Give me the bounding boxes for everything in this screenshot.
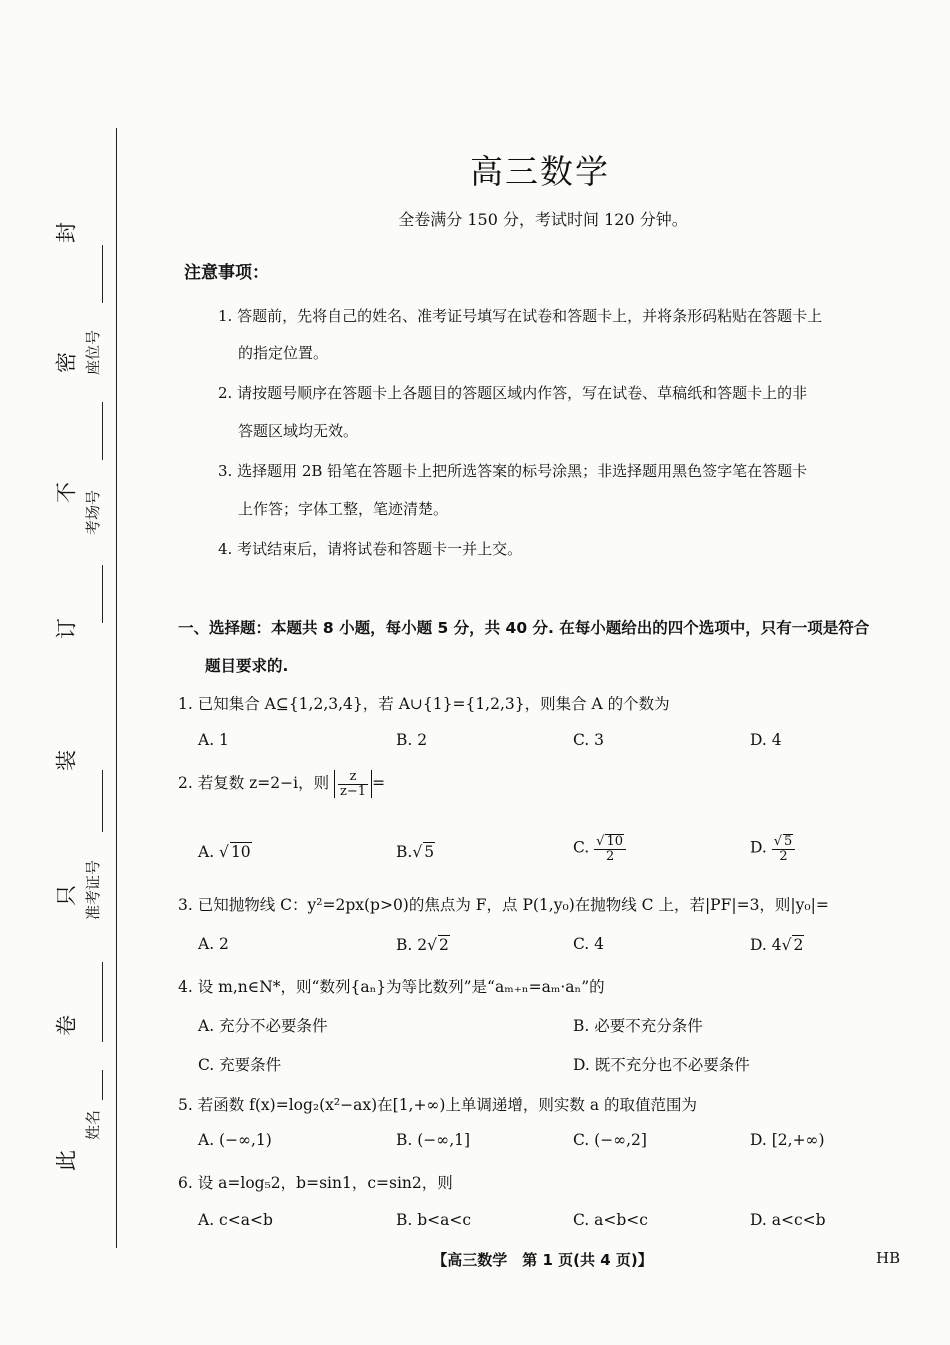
q2-label-c: C. [573,838,590,857]
q2-frac-den: z−1 [340,783,367,799]
q4-option-c: C. 充要条件 [198,1056,282,1074]
q6-option-c: C. a<b<c [573,1211,648,1229]
field-underline [102,962,103,1042]
section-heading: 一、选择题：本题共 8 小题，每小题 5 分，共 40 分. 在每小题给出的四个选项中，只有一项是符合 [178,619,870,637]
q6-option-a: A. c<a<b [198,1211,273,1229]
q5-option-c: C. (−∞,2] [573,1131,647,1149]
seal-char: 卷 [54,1015,79,1036]
q2-radicand-d: 5 [784,834,793,849]
seal-char: 装 [54,750,79,771]
seal-char: 只 [54,885,79,906]
q2-abs-value [334,770,372,798]
footer-code: HB [876,1249,901,1267]
seat-number-label: 座位号 [84,329,102,375]
q1-option-c: C. 3 [573,731,605,749]
exam-room-label: 考场号 [84,489,102,535]
q2-label-a: A. [198,843,215,861]
q2-fraction [338,770,368,798]
q3-option-d: D. 4√ 2 [750,936,804,954]
binding-margin-rule [116,128,117,1248]
note-line: 2. 请按题号顺序在答题卡上各题目的答题区域内作答，写在试卷、草稿纸和答题卡上的非 [218,384,808,402]
seal-char: 订 [54,618,79,639]
section-heading-cont: 题目要求的. [205,657,289,675]
q3-option-a: A. 2 [198,935,229,953]
question-5-stem: 5. 若函数 f(x)=log₂(x²−ax)在[1,+∞)上单调递增，则实数 a 的取值范围为 [178,1096,698,1114]
note-line: 3. 选择题用 2B 铅笔在答题卡上把所选答案的标号涂黑；非选择题用黑色签字笔在答题卡 [218,462,808,480]
q1-option-a: A. 1 [198,731,229,749]
seal-char: 不 [54,482,79,503]
note-line: 4. 考试结束后，请将试卷和答题卡一并上交。 [218,540,523,558]
q1-option-b: B. 2 [396,731,428,749]
question-3-stem: 3. 已知抛物线 C：y²=2px(p>0)的焦点为 F，点 P(1,y₀)在抛物线 C 上，若|PF|=3，则|y₀|= [178,896,829,914]
note-line: 答题区域均无效。 [238,422,359,440]
q3-option-b: B. 2√ 2 [396,936,449,954]
name-label: 姓名 [84,1109,102,1140]
question-6-stem: 6. 设 a=log₅2，b=sin1，c=sin2，则 [178,1174,453,1192]
field-underline [102,565,103,623]
q2-label-d: D. [750,838,767,857]
q2-option-a: A. √ 10 [198,843,251,861]
q5-option-b: B. (−∞,1] [396,1131,471,1149]
question-2-stem [178,770,385,798]
seal-char: 密 [54,352,79,373]
q2-label-b: B. [396,843,413,861]
q1-option-d: D. 4 [750,731,782,749]
q4-option-a: A. 充分不必要条件 [198,1017,328,1035]
q2-c-fraction [594,834,626,863]
question-4-stem: 4. 设 m,n∈N*，则“数列{aₙ}为等比数列”是“aₘ₊ₙ=aₘ·aₙ”的 [178,978,605,996]
note-line: 1. 答题前，先将自己的姓名、准考证号填写在试卷和答题卡上，并将条形码粘贴在答题卡上 [218,307,823,325]
exam-title: 高三数学 [470,152,610,191]
q2-option-b: B.√ 5 [396,843,435,861]
q2-d-num: √ 5 [772,834,796,850]
q3-option-b-text: B. 2 [396,936,428,954]
q5-option-a: A. (−∞,1) [198,1131,272,1149]
notes-heading: 注意事项： [184,263,269,283]
page-footer: 【高三数学 第 1 页(共 4 页)】 [432,1251,653,1269]
q2-d-fraction [772,834,796,863]
q2-c-den: 2 [605,848,615,864]
q2-tail: = [372,774,386,793]
q3-radicand-b: 2 [439,936,449,954]
q2-frac-num: z [338,770,368,785]
question-1-stem: 1. 已知集合 A⊆{1,2,3,4}，若 A∪{1}={1,2,3}，则集合 A 的个数为 [178,695,670,713]
note-line: 的指定位置。 [238,344,329,362]
q2-option-d [750,834,795,863]
q2-d-den: 2 [779,848,788,864]
q2-stem-text: 2. 若复数 z=2−i，则 [178,774,330,793]
note-line: 上作答；字体工整，笔迹清楚。 [238,500,449,518]
q2-radicand-b: 5 [424,843,435,861]
q2-radicand-c: 10 [606,834,624,849]
q2-option-c [573,834,626,863]
field-underline [102,402,103,460]
q5-option-d: D. [2,+∞) [750,1131,825,1149]
q2-radicand-a: 10 [230,843,251,861]
q3-option-d-text: D. 4 [750,936,782,954]
field-underline [102,1070,103,1100]
admission-number-label: 准考证号 [84,859,102,920]
q4-option-b: B. 必要不充分条件 [573,1017,703,1035]
q2-c-num: √ 10 [594,834,626,850]
q4-option-d: D. 既不充分也不必要条件 [573,1056,750,1074]
q3-option-c: C. 4 [573,935,605,953]
seal-char: 封 [54,222,79,243]
q6-option-b: B. b<a<c [396,1211,472,1229]
seal-char: 此 [54,1150,79,1171]
exam-subtitle: 全卷满分 150 分，考试时间 120 分钟。 [398,210,688,229]
field-underline [102,770,103,832]
q6-option-d: D. a<c<b [750,1211,826,1229]
q3-radicand-d: 2 [793,936,804,954]
field-underline [102,245,103,303]
